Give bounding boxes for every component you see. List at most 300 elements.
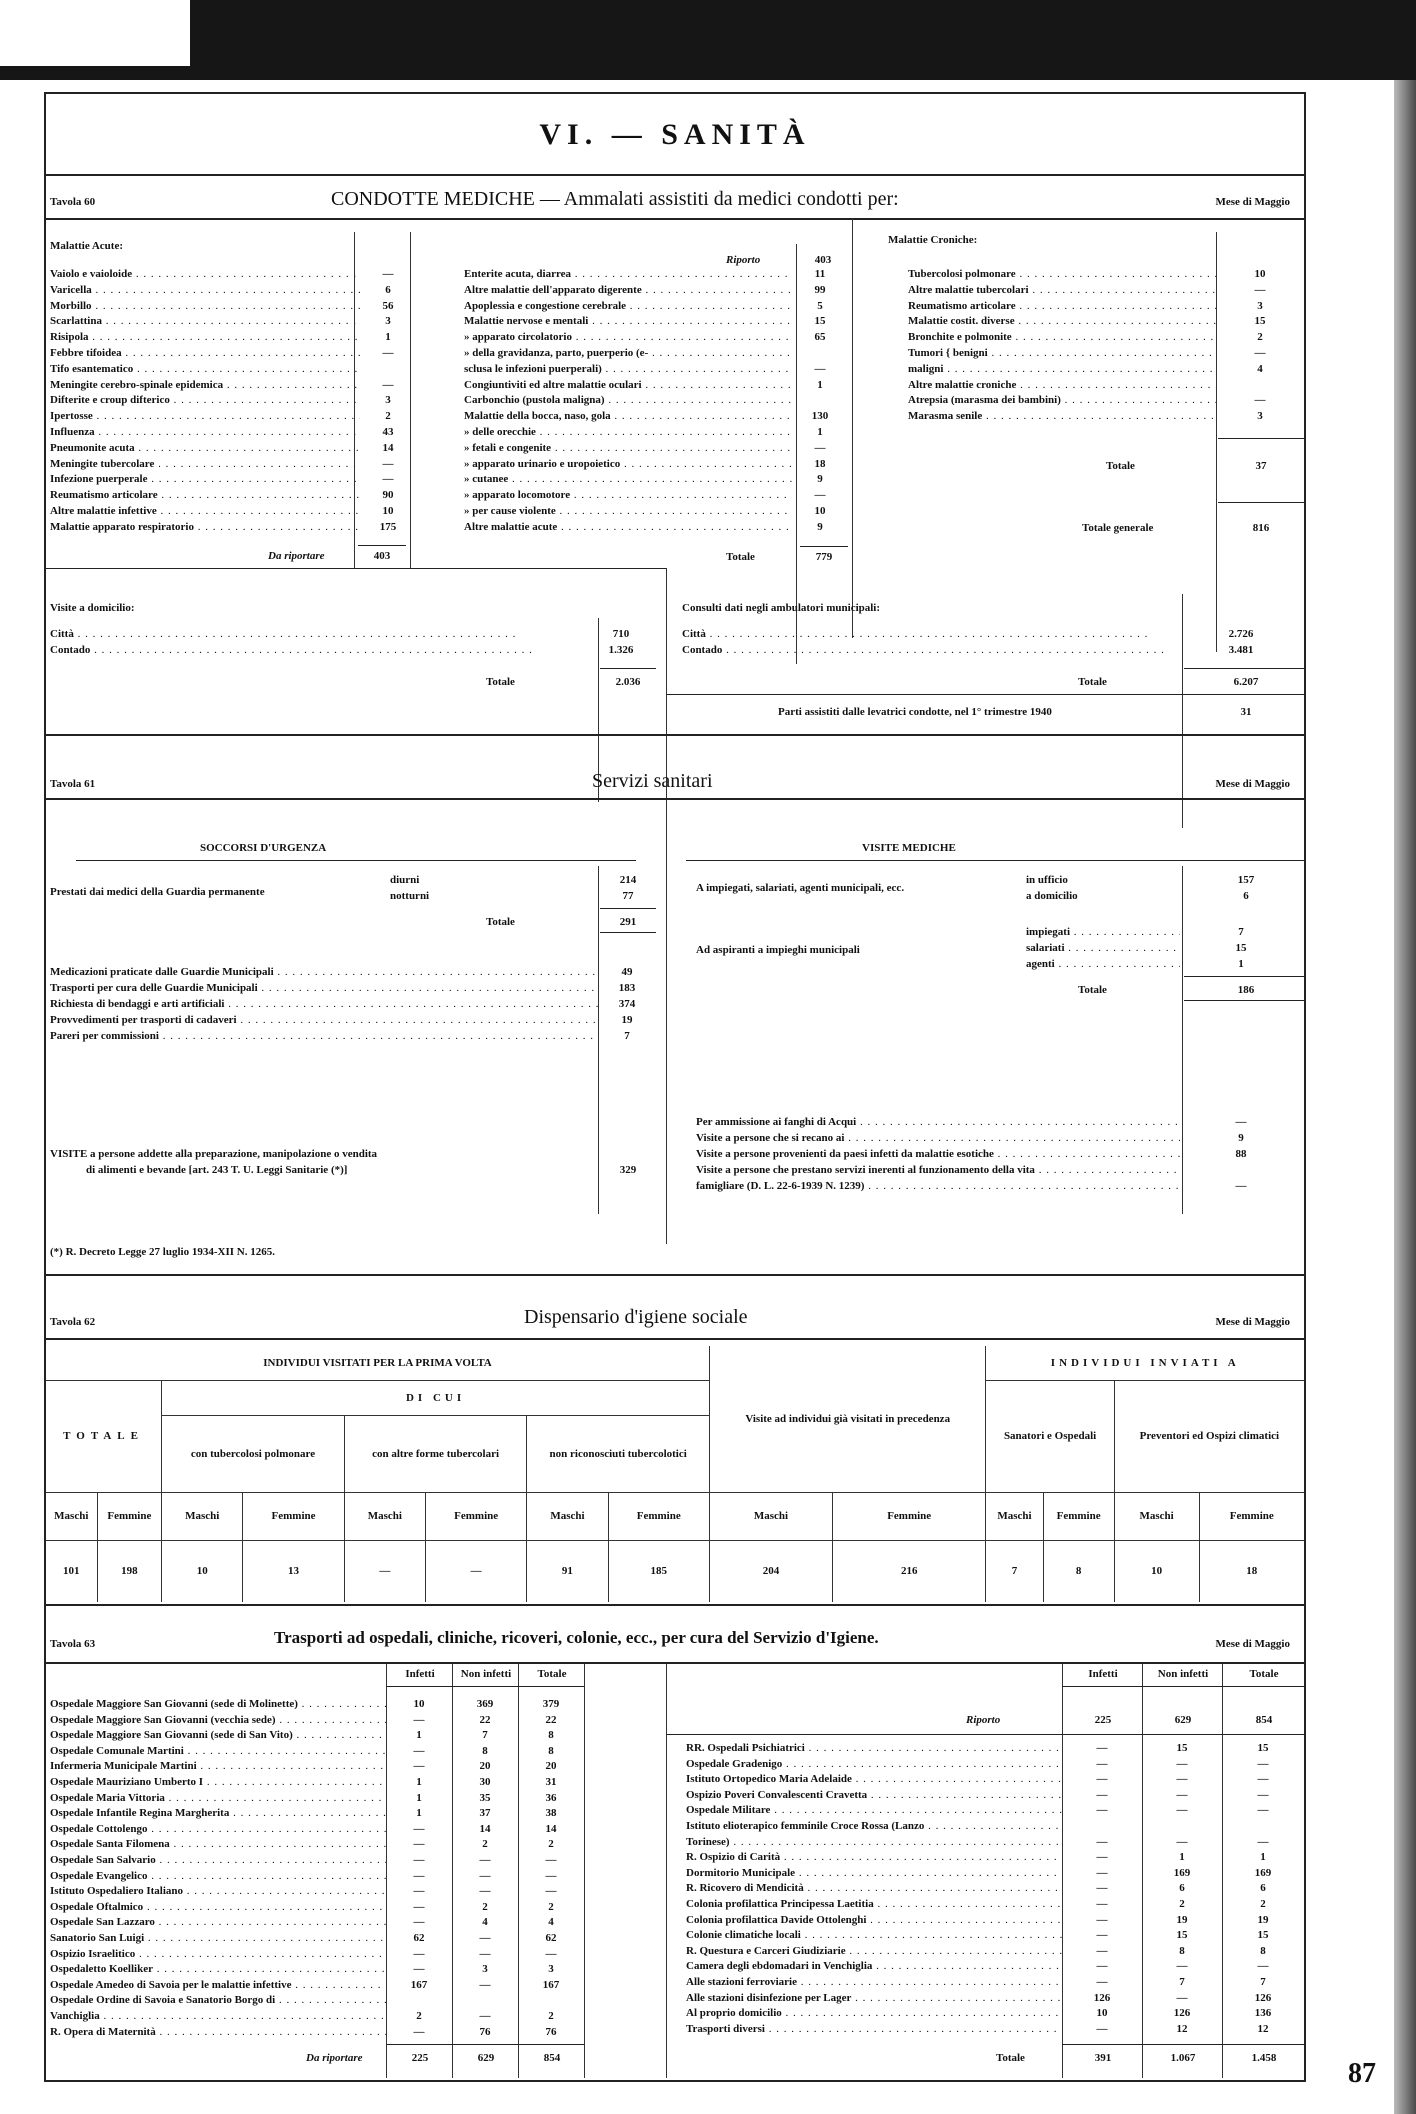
t60-visite-total-label: Totale: [486, 676, 515, 688]
t63-right-row: [686, 1914, 1304, 1926]
t63-right-value-a: —: [1096, 1851, 1108, 1864]
t61-impiegati-label: A impiegati, salariati, agenti municipali, ecc.: [696, 882, 905, 894]
t62-value-cell: 198: [97, 1540, 162, 1602]
t63-right-value-c: 19: [1257, 1913, 1269, 1926]
t60-mid-value: 18: [814, 457, 826, 470]
t60-vline-4: [852, 218, 853, 638]
t63-right-value-a: —: [1096, 1742, 1108, 1754]
t62-head-non: non riconosciuti tubercolotici: [549, 1447, 687, 1460]
t60-mid-row: [464, 442, 848, 454]
t61-right-row: [696, 1164, 1302, 1176]
t62-mf-cell: Maschi: [46, 1492, 97, 1540]
t63-right-label: Alle stazioni disinfezione per Lager . . .: [686, 1992, 1062, 2004]
t61-left-value: 183: [618, 982, 636, 994]
t63-right-label: Trasporti diversi . . .: [686, 2023, 1062, 2035]
t63-left-row: [50, 1698, 584, 1710]
t63-left-label: Ospedale Evangelico . . .: [50, 1870, 386, 1882]
t60-mid-label: Carbonchio (pustola maligna) . . .: [464, 394, 792, 406]
t60-parti-value: 31: [1240, 706, 1252, 718]
t63-right-value-b: —: [1176, 1960, 1188, 1973]
t63-right-label: Colonie climatiche locali . . .: [686, 1929, 1062, 1941]
t61-left-label: Provvedimenti per trasporti di cadaveri . . .: [50, 1014, 598, 1026]
t60-chron-row: [908, 268, 1304, 280]
t62-head-dicui: DI CUI: [162, 1381, 709, 1416]
t60-acute-value: 2: [385, 410, 391, 423]
t63-right-row: [686, 1742, 1304, 1754]
t63-right-value-c: 15: [1257, 1742, 1269, 1754]
t60-chron-value: 4: [1257, 362, 1263, 375]
t60-acute-row: [50, 347, 416, 359]
t60-mid-row: [464, 489, 848, 501]
t60-mid-label: sclusa le infezioni puerperali) . . .: [464, 363, 792, 375]
t61-in-ufficio-label: in ufficio: [1026, 874, 1068, 886]
t60-mid-row: [464, 268, 848, 280]
t60-acute-row: [50, 268, 416, 280]
t63-right-value-b: 7: [1179, 1976, 1185, 1988]
t60-mid-value: 15: [814, 315, 826, 328]
scan-white-corner: [0, 0, 190, 66]
t60-consulti-row: [682, 628, 1302, 640]
t60-mid-row: [464, 473, 848, 485]
t63-right-value-b: —: [1176, 1757, 1188, 1770]
t61-asp-value: 1: [1238, 958, 1244, 970]
t63-left-value-c: 379: [542, 1698, 560, 1710]
t60-mid-value: 10: [814, 505, 826, 517]
t63-left-value-b: 76: [479, 2025, 491, 2038]
t62-bottom-rule: [46, 1604, 1304, 1606]
t63-right-value-b: 19: [1176, 1913, 1188, 1926]
t60-acute-row: [50, 394, 416, 406]
title-rule: [46, 174, 1304, 176]
t61-left-row: [50, 1030, 656, 1042]
t63-right-value-a: [1062, 1820, 1142, 1832]
t60-acute-label: Vaiolo e vaioloide . . .: [50, 268, 360, 280]
t61-left-row: [50, 1014, 656, 1026]
t63-right-value-c: 136: [1254, 2007, 1272, 2020]
t61-left-label: Pareri per commissioni . . .: [50, 1030, 598, 1042]
t63-right-label: Istituto elioterapico femminile Croce Rossa (Lanzo . . .: [686, 1820, 1062, 1832]
t60-mid-label: Congiuntiviti ed altre malattie oculari . . .: [464, 379, 792, 391]
t63-right-row: [686, 1976, 1304, 1988]
t63-right-row: [686, 1882, 1304, 1894]
t63-right-label: Colonia profilattica Davide Ottolenghi . . .: [686, 1914, 1062, 1926]
t60-chron-value: —: [1254, 283, 1266, 296]
t60-mid-label: Apoplessia e congestione cerebrale . . .: [464, 300, 792, 312]
t60-mid-value: 65: [814, 331, 826, 344]
t60-acute-sumline: [358, 545, 406, 546]
t60-visite-label: Città . . .: [50, 628, 592, 640]
t63-riporto-b: 629: [1174, 1714, 1192, 1726]
t61-right-label: famigliare (D. L. 22-6-1939 N. 1239) . . .: [696, 1180, 1180, 1192]
t61-left-label: Medicazioni praticate dalle Guardie Municipali . . .: [50, 966, 598, 978]
t61-right-head: VISITE MEDICHE: [862, 842, 956, 854]
t60-mid-row: [464, 394, 848, 406]
t61-right-head-line: [686, 860, 1304, 861]
t63-left-value-a: 167: [410, 1978, 428, 1991]
t62-values-row: [46, 1540, 1304, 1602]
t60-chron-row: [908, 284, 1304, 296]
t62-mf-cell: Maschi: [1114, 1492, 1199, 1540]
t63-left-label: Infermeria Municipale Martini . . .: [50, 1760, 386, 1772]
t61-asp-row: [1026, 942, 1302, 954]
t60-acute-label: Risipola . . .: [50, 331, 360, 343]
t60-acute-label: Morbillo . . .: [50, 300, 360, 312]
t63-left-label: Ospedale Maggiore San Giovanni (sede di San Vito) . . .: [50, 1729, 386, 1741]
t63-right-value-b: —: [1176, 1991, 1188, 2004]
t62-value-cell: —: [344, 1540, 425, 1602]
t63-left-row: [50, 1714, 584, 1726]
t63-left-row: [50, 1885, 584, 1897]
t63-right-value-b: 126: [1173, 2007, 1191, 2020]
t63-left-label: Ospizio Israelitico . . .: [50, 1948, 386, 1960]
t63-left-label: Ospedale Amedeo di Savoia per le malattie infettive . . .: [50, 1979, 386, 1991]
t62-rule: [46, 1338, 1304, 1340]
t63-left-label: Ospedale Maria Vittoria . . .: [50, 1792, 386, 1804]
t63-right-value-a: —: [1096, 1960, 1108, 1973]
t63-right-value-a: —: [1096, 1835, 1108, 1848]
t60-mid-value: [792, 347, 848, 359]
t61-asp-row: [1026, 926, 1302, 938]
t62-head-totale: TOTALE: [46, 1380, 162, 1492]
t63-riporto-a: 225: [1094, 1714, 1112, 1726]
t63-left-label: Ospedale Ordine di Savoia e Sanatorio Borgo di . . .: [50, 1994, 386, 2006]
t60-mid-total-label: Totale: [726, 551, 755, 563]
t63-left-row: [50, 1948, 584, 1960]
t60-chron-value: 15: [1254, 315, 1266, 328]
t60-acute-value: 3: [385, 315, 391, 328]
t63-left-value-b: 2: [482, 1838, 488, 1851]
t61-footnote: (*) R. Decreto Legge 27 luglio 1934-XII N. 1265.: [50, 1246, 275, 1258]
t63-left-value-a: —: [413, 1885, 425, 1898]
t63-left-label: Ospedale Maggiore San Giovanni (vecchia sede) . . .: [50, 1714, 386, 1726]
t60-chron-row: [908, 363, 1304, 375]
t60-chron-value: 10: [1254, 268, 1266, 280]
t63-left-value-c: 4: [548, 1916, 554, 1929]
t60-acute-value: 43: [382, 426, 394, 438]
t60-chron-total-label: Totale: [1106, 460, 1135, 472]
t60-consulti-label: Contado . . .: [682, 644, 1180, 656]
t60-acute-row: [50, 458, 416, 470]
t62-mf-cell: Femmine: [1199, 1492, 1304, 1540]
t60-mid-row: [464, 379, 848, 391]
t60-mid-row: [464, 426, 848, 438]
t62-value-cell: 91: [527, 1540, 608, 1602]
t60-acute-row: [50, 473, 416, 485]
t63-title: Trasporti ad ospedali, cliniche, ricoveri, colonie, ecc., per cura del Servizio d'Igiene.: [274, 1628, 879, 1647]
t63-left-value-a: —: [413, 1869, 425, 1882]
t63-left-value-a: —: [413, 1900, 425, 1913]
t60-chron-value: 3: [1257, 299, 1263, 312]
t63-right-value-b: 15: [1176, 1742, 1188, 1754]
page-title: VI. — SANITÀ: [539, 118, 811, 151]
t61-asp-value: 15: [1235, 942, 1247, 954]
t60-chron-label: maligni . . .: [908, 363, 1216, 375]
t60-acute-label: Influenza . . .: [50, 426, 360, 438]
t60-chron-value: —: [1254, 394, 1266, 407]
t63-left-row: [50, 1729, 584, 1741]
t61-left-value: 49: [621, 966, 633, 978]
t63-left-label: Istituto Ospedaliero Italiano . . .: [50, 1885, 386, 1897]
t63-right-label: Alle stazioni ferroviarie . . .: [686, 1976, 1062, 1988]
t63-left-value-c: 8: [548, 1729, 554, 1742]
page-number: 87: [1348, 2058, 1376, 2089]
t61-left-row: [50, 998, 656, 1010]
t63-l-tot-label: Da riportare: [306, 2052, 363, 2064]
t63-right-value-a: —: [1096, 1788, 1108, 1801]
t61-a-domicilio-label: a domicilio: [1026, 890, 1078, 902]
t60-acute-value: —: [382, 347, 394, 359]
t60-chron-label: Altre malattie tubercolari . . .: [908, 284, 1216, 296]
t63-left-value-c: 36: [545, 1791, 557, 1804]
t61-tot-line-2: [600, 932, 656, 933]
t63-right-row: [686, 1804, 1304, 1816]
t60-visite-total-value: 2.036: [615, 676, 641, 688]
t63-l-v4: [584, 1664, 585, 2078]
t63-right-label: Istituto Ortopedico Maria Adelaide . . .: [686, 1773, 1062, 1785]
t60-acute-label: Meningite tubercolare . . .: [50, 458, 360, 470]
t60-acute-value: 3: [385, 394, 391, 407]
t60-consulti-total-label: Totale: [1078, 676, 1107, 688]
t63-left-value-b: [452, 1994, 518, 2006]
t63-right-row: [686, 1773, 1304, 1785]
t60-consulti-value: 2.726: [1228, 628, 1254, 640]
t62-mf-cell: Maschi: [344, 1492, 425, 1540]
t62-value-cell: 185: [608, 1540, 709, 1602]
t60-acute-row: [50, 505, 416, 517]
t62-head-dicui-cell: [162, 1380, 710, 1492]
t60-acute-value: 56: [382, 299, 394, 312]
t63-left-value-a: —: [413, 1822, 425, 1835]
t60-acute-head: Malattie Acute:: [50, 240, 123, 252]
t63-right-row: [686, 1945, 1304, 1957]
t61-bottom-rule: [46, 1274, 1304, 1276]
t60-acute-row: [50, 442, 416, 454]
t63-left-value-b: 35: [479, 1791, 491, 1804]
t63-right-value-c: 8: [1260, 1944, 1266, 1957]
t63-left-value-c: 14: [545, 1822, 557, 1835]
t60-visite-label: Contado . . .: [50, 644, 592, 656]
t63-right-value-c: —: [1257, 1757, 1269, 1770]
t62-mf-cell: Femmine: [243, 1492, 344, 1540]
t60-visite-row: [50, 644, 650, 656]
t63-right-label: R. Ricovero di Mendicità . . .: [686, 1882, 1062, 1894]
t60-acute-row: [50, 410, 416, 422]
t60-chron-sumline: [1218, 438, 1306, 439]
t63-mese: Mese di Maggio: [1215, 1638, 1290, 1650]
t63-left-label: Ospedale San Salvario . . .: [50, 1854, 386, 1866]
t63-r-tot-label: Totale: [996, 2052, 1025, 2064]
t63-left-value-c: —: [545, 1869, 557, 1882]
t60-chron-row: [908, 331, 1304, 343]
t63-tavola: Tavola 63: [50, 1638, 96, 1650]
t63-right-value-c: 7: [1260, 1976, 1266, 1988]
t60-mid-row: [464, 331, 848, 343]
t60-chron-row: [908, 347, 1304, 359]
t62-head-gia: Visite ad individui già visitati in precedenza: [709, 1346, 986, 1492]
t62-mf-cell: Maschi: [162, 1492, 243, 1540]
t60-parti-line: [666, 694, 1306, 695]
t60-chron-row: [908, 410, 1304, 422]
t60-acute-value: —: [382, 268, 394, 280]
t63-r-head-line: [1062, 1686, 1306, 1687]
t60-visite-value: 1.326: [608, 644, 634, 656]
t61-left-value: 19: [621, 1014, 633, 1026]
t63-left-label: Ospedale Oftalmico . . .: [50, 1901, 386, 1913]
t63-right-value-a: —: [1096, 2022, 1108, 2035]
t62-head-con-tub: con tubercolosi polmonare: [162, 1416, 345, 1492]
t63-left-label: Ospedale Maggiore San Giovanni (sede di Molinette) . . .: [50, 1698, 386, 1710]
t63-right-value-b: —: [1176, 1804, 1188, 1817]
t63-left-value-b: 2: [482, 1900, 488, 1913]
t63-left-value-c: 22: [545, 1713, 557, 1726]
t60-mid-value: 11: [814, 268, 826, 280]
t60-mid-value: 1: [817, 378, 823, 391]
t61-asp-label: salariati . . .: [1026, 942, 1180, 954]
t60-chron-label: Reumatismo articolare . . .: [908, 300, 1216, 312]
t63-left-value-c: —: [545, 1947, 557, 1960]
t60-chron-row: [908, 379, 1304, 391]
t60-mid-label: Malattie nervose e mentali . . .: [464, 315, 792, 327]
t60-mid-row: [464, 315, 848, 327]
t63-right-value-c: —: [1257, 1788, 1269, 1801]
t60-acute-value: —: [382, 457, 394, 470]
t63-left-row: [50, 1870, 584, 1882]
t63-right-label: Al proprio domicilio . . .: [686, 2007, 1062, 2019]
t60-mid-value: 9: [817, 473, 823, 486]
t63-left-label: Ospedale San Lazzaro . . .: [50, 1916, 386, 1928]
t63-riporto-label: Riporto: [966, 1714, 1001, 1726]
t63-right-value-a: —: [1096, 1866, 1108, 1879]
t61-asp-value: 7: [1238, 926, 1244, 938]
t63-left-value-c: 167: [542, 1978, 560, 1991]
t63-left-row: [50, 1932, 584, 1944]
t63-right-value-c: —: [1257, 1835, 1269, 1848]
t63-left-label: R. Opera di Maternità . . .: [50, 2026, 386, 2038]
t60-mid-label: » per cause violente . . .: [464, 505, 792, 517]
t60-chron-label: Bronchite e polmonite . . .: [908, 331, 1216, 343]
t62-value-cell: 10: [162, 1540, 243, 1602]
t60-visite-value: 710: [612, 628, 630, 640]
t60-acute-label: Meningite cerebro-spinale epidemica . . .: [50, 379, 360, 391]
scan-dark-band: [0, 0, 1416, 80]
t61-right-vline: [1182, 866, 1183, 1214]
t63-left-value-b: 7: [482, 1729, 488, 1742]
t61-left-row: [50, 966, 656, 978]
t60-mid-row: [464, 458, 848, 470]
t61-right-value: 88: [1235, 1148, 1247, 1160]
t62-mf-cell: Femmine: [97, 1492, 162, 1540]
t63-right-value-a: 10: [1096, 2007, 1108, 2020]
t61-aspiranti-label: Ad aspiranti a impieghi municipali: [696, 944, 860, 956]
t63-right-label: Colonia profilattica Principessa Laetitia . . .: [686, 1898, 1062, 1910]
t60-acute-value: 10: [382, 505, 394, 517]
t63-right-row: [686, 1929, 1304, 1941]
t63-right-row: [686, 1898, 1304, 1910]
t60-gen-label: Totale generale: [1082, 522, 1154, 534]
t62-head-sanatori: Sanatori e Ospedali: [986, 1380, 1114, 1492]
t63-left-row: [50, 1823, 584, 1835]
t61-notturni-label: notturni: [390, 890, 430, 902]
t60-mid-total-value: 779: [815, 551, 833, 563]
t63-l-tot-line: [386, 2044, 584, 2045]
t61-right-label: Visite a persone che si recano ai . . .: [696, 1132, 1180, 1144]
t63-left-label: Vanchiglia . . .: [50, 2010, 386, 2022]
t63-right-value-a: —: [1096, 1929, 1108, 1942]
t60-mid-row: [464, 410, 848, 422]
t60-mid-value: 99: [814, 283, 826, 296]
t63-right-row: [686, 1758, 1304, 1770]
t62-mf-cell: Femmine: [832, 1492, 986, 1540]
t61-visite-text-2: di alimenti e bevande [art. 243 T. U. Leggi Sanitarie (*)]: [86, 1164, 348, 1176]
t61-r-tot-line-2: [1184, 1000, 1306, 1001]
t60-consulti-label: Città . . .: [682, 628, 1180, 640]
t63-left-value-a: —: [413, 1713, 425, 1726]
t60-vline-2: [410, 232, 411, 568]
t60-chron-head: Malattie Croniche:: [888, 234, 978, 246]
t63-left-value-a: 1: [416, 1807, 422, 1820]
t60-acute-row: [50, 521, 416, 533]
t60-acute-row: [50, 284, 416, 296]
t63-left-row: [50, 1854, 584, 1866]
t60-acute-row: [50, 379, 416, 391]
t60-rule: [46, 218, 1304, 220]
t63-right-row: [686, 1851, 1304, 1863]
t63-left-value-a: —: [413, 1838, 425, 1851]
t63-left-value-b: —: [479, 1947, 491, 1960]
t62-mf-cell: Maschi: [986, 1492, 1043, 1540]
t61-left-head: SOCCORSI D'URGENZA: [200, 842, 327, 854]
t62-value-cell: 8: [1043, 1540, 1114, 1602]
t63-right-row: [686, 2023, 1304, 2035]
t63-left-value-c: 62: [545, 1932, 557, 1944]
t60-chron-label: Malattie costit. diverse . . .: [908, 315, 1216, 327]
t61-right-label: Visite a persone provenienti da paesi infetti da malattie esotiche . . .: [696, 1148, 1180, 1160]
t60-chron-label: Tubercolosi polmonare . . .: [908, 268, 1216, 280]
t60-mid-value: 130: [811, 410, 829, 423]
t63-right-value-a: —: [1096, 1882, 1108, 1895]
t62-value-cell: 10: [1114, 1540, 1199, 1602]
t63-right-value-c: —: [1257, 1773, 1269, 1786]
t61-r-tot-value: 186: [1237, 984, 1255, 996]
t61-prestati: Prestati dai medici della Guardia permanente: [50, 886, 265, 898]
t60-mid-label: » apparato locomotore . . .: [464, 489, 792, 501]
t63-left-value-c: —: [545, 1854, 557, 1866]
t63-left-value-c: 76: [545, 2025, 557, 2038]
t63-left-value-b: 8: [482, 1744, 488, 1757]
t60-acute-label: Varicella . . .: [50, 284, 360, 296]
t60-mid-value: 9: [817, 520, 823, 533]
t63-left-value-a: —: [413, 1744, 425, 1757]
t63-right-value-b: —: [1176, 1773, 1188, 1786]
t60-chron-row: [908, 300, 1304, 312]
t62-mf-cell: Maschi: [709, 1492, 832, 1540]
t60-mese: Mese di Maggio: [1215, 196, 1290, 208]
t60-chron-label: Altre malattie croniche . . .: [908, 379, 1216, 391]
t63-left-value-a: 62: [413, 1932, 425, 1944]
t63-left-value-b: 4: [482, 1916, 488, 1929]
t63-right-value-c: 1: [1260, 1851, 1266, 1864]
t61-left-value: 374: [618, 998, 636, 1010]
t63-l-tot-c: 854: [543, 2052, 561, 2064]
t63-right-value-b: 15: [1176, 1929, 1188, 1942]
t61-notturni-value: 77: [622, 890, 634, 902]
t63-right-value-c: 12: [1257, 2022, 1269, 2035]
t60-mid-label: Altre malattie dell'apparato digerente . . .: [464, 284, 792, 296]
t63-left-row: [50, 1963, 584, 1975]
t60-mid-label: » della gravidanza, parto, puerperio (e- . . .: [464, 347, 792, 359]
scan-page-edge: [1394, 80, 1416, 2114]
t63-right-row: [686, 1960, 1304, 1972]
